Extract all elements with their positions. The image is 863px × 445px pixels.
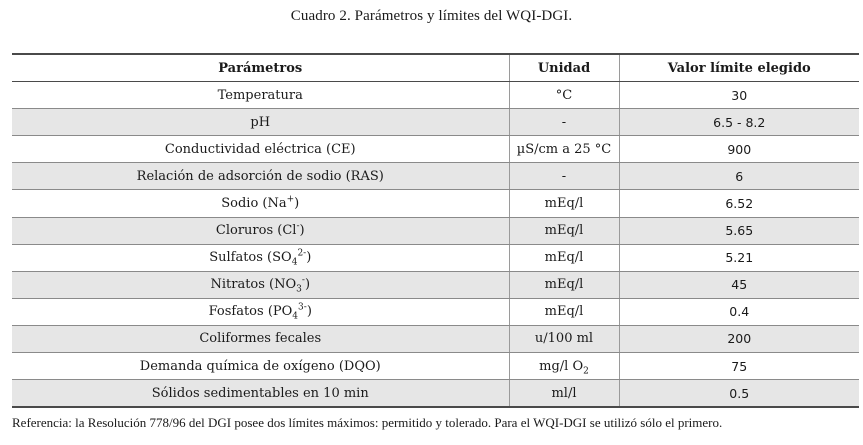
text-base: Sulfatos (SO — [209, 250, 292, 266]
reference-note: Referencia: la Resolución 778/96 del DGI posee dos límites máximos: permitido y tolerado. Para el WQI-DGI se utilizó sólo el primero. — [12, 415, 723, 430]
table-row — [12, 190, 859, 217]
subscript: 4 — [292, 311, 299, 322]
text-end: ) — [306, 304, 312, 320]
cell-parameter: pH — [12, 109, 509, 136]
table-row — [12, 163, 859, 190]
cell-unit: µS/cm a 25 °C — [509, 136, 619, 163]
cell-limit-value: 6.5 - 8.2 — [619, 109, 859, 136]
header-unidad: Unidad — [509, 54, 619, 82]
table-row — [12, 380, 859, 408]
superscript: 3- — [298, 303, 307, 314]
cell-parameter — [12, 217, 509, 244]
subscript: 2 — [583, 366, 589, 377]
subscript: 4 — [291, 257, 298, 268]
text-end: ) — [299, 223, 305, 239]
text-base: mg/l O — [539, 358, 584, 374]
cell-limit-value: 75 — [619, 353, 859, 380]
superscript: 2- — [297, 248, 307, 259]
table-caption: Cuadro 2. Parámetros y límites del WQI-DGI. — [290, 8, 573, 24]
superscript: - — [301, 275, 305, 286]
cell-parameter: Relación de adsorción de sodio (RAS) — [12, 163, 509, 190]
cell-parameter: Conductividad eléctrica (CE) — [12, 136, 509, 163]
table-row — [12, 353, 859, 380]
cell-parameter: Temperatura — [12, 82, 509, 109]
cell-unit: °C — [509, 82, 619, 109]
cell-limit-value: 0.5 — [619, 380, 859, 408]
table-row — [12, 136, 859, 163]
cell-unit: mEq/l — [509, 244, 619, 271]
cell-limit-value: 0.4 — [619, 298, 859, 325]
table-row — [12, 109, 859, 136]
table-row — [12, 298, 859, 325]
cell-limit-value: 5.21 — [619, 244, 859, 271]
cell-unit: mEq/l — [509, 217, 619, 244]
cell-parameter — [12, 298, 509, 325]
text-base: Nitratos (NO — [210, 277, 297, 293]
cell-unit — [509, 353, 619, 380]
cell-parameter — [12, 271, 509, 298]
cell-unit: u/100 ml — [509, 325, 619, 352]
cell-unit: ml/l — [509, 380, 619, 408]
parameters-table — [12, 53, 859, 408]
text-base: Fosfatos (PO — [208, 304, 293, 320]
cell-limit-value: 900 — [619, 136, 859, 163]
header-valor-limite: Valor límite elegido — [619, 54, 859, 82]
table-row — [12, 271, 859, 298]
cell-parameter: Sólidos sedimentables en 10 min — [12, 380, 509, 408]
cell-unit: mEq/l — [509, 190, 619, 217]
superscript: - — [296, 221, 300, 232]
table-row — [12, 217, 859, 244]
text-end: ) — [304, 277, 311, 293]
cell-parameter: Demanda química de oxígeno (DQO) — [12, 353, 509, 380]
cell-limit-value: 30 — [619, 82, 859, 109]
header-parametros: Parámetros — [12, 54, 509, 82]
cell-parameter — [12, 244, 509, 271]
cell-limit-value: 6.52 — [619, 190, 859, 217]
cell-unit: - — [509, 109, 619, 136]
cell-parameter — [12, 190, 509, 217]
text-end: ) — [294, 196, 300, 212]
text-base: Cloruros (Cl — [215, 223, 297, 239]
text-end: ) — [306, 250, 312, 266]
cell-parameter: Coliformes fecales — [12, 325, 509, 352]
table-row — [12, 325, 859, 352]
cell-limit-value: 45 — [619, 271, 859, 298]
cell-limit-value: 6 — [619, 163, 859, 190]
table-body — [12, 82, 859, 408]
cell-unit: mEq/l — [509, 298, 619, 325]
table-row — [12, 244, 859, 271]
superscript: + — [286, 194, 295, 205]
table-row — [12, 82, 859, 109]
table-header-row — [12, 54, 859, 82]
cell-limit-value: 5.65 — [619, 217, 859, 244]
cell-unit: mEq/l — [509, 271, 619, 298]
cell-limit-value: 200 — [619, 325, 859, 352]
text-base: Sodio (Na — [221, 196, 287, 212]
cell-unit: - — [509, 163, 619, 190]
subscript: 3 — [296, 284, 302, 295]
